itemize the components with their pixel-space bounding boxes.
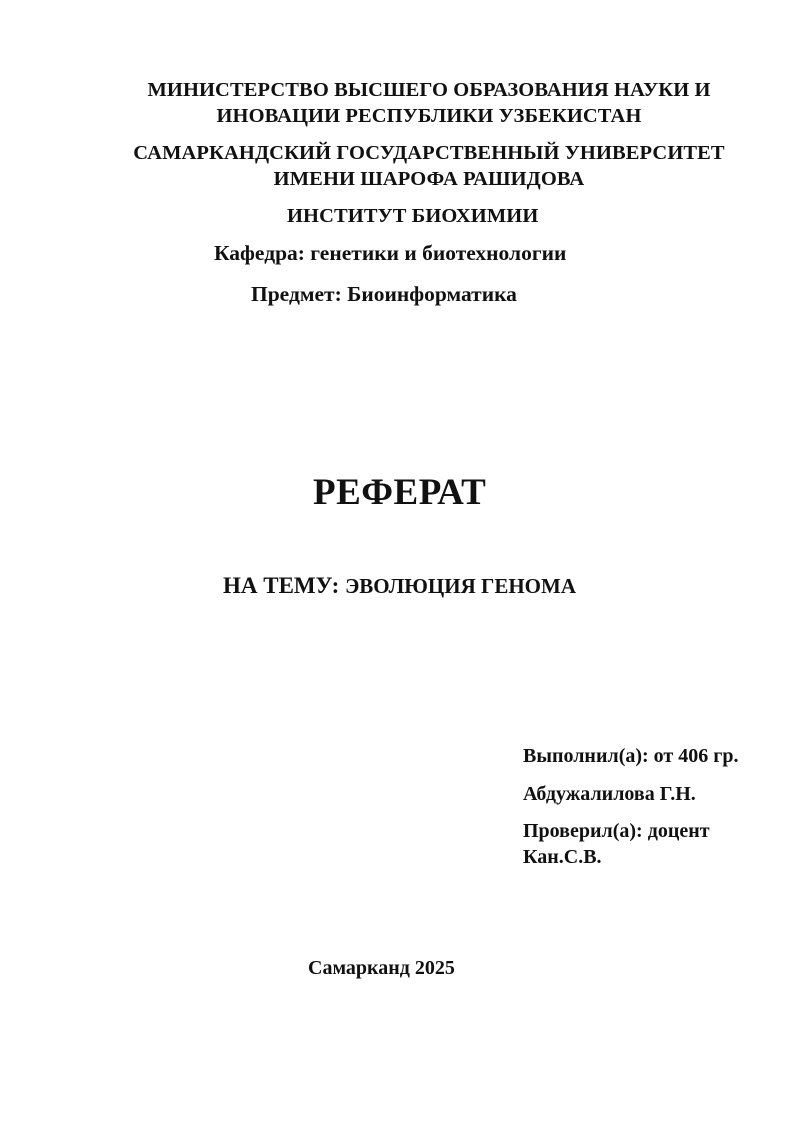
topic-name: ЭВОЛЮЦИЯ ГЕНОМА [345,574,577,598]
ministry-line-1: МИНИСТЕРСТВО ВЫСШЕГО ОБРАЗОВАНИЯ НАУКИ И [147,79,711,101]
subject-name: Предмет: Биоинформатика [251,282,517,306]
department-name: Кафедра: генетики и биотехнологии [214,241,567,265]
city-year: Самарканд 2025 [308,957,455,979]
performed-by: Выполнил(а): от 406 гр. [523,745,739,767]
teacher-name: Кан.С.В. [523,846,602,868]
university-line-1: САМАРКАНДСКИЙ ГОСУДАРСТВЕННЫЙ УНИВЕРСИТЕТ [133,142,725,164]
institute-name: ИНСТИТУТ БИОХИМИИ [287,205,539,227]
ministry-line-2: ИНОВАЦИИ РЕСПУБЛИКИ УЗБЕКИСТАН [216,105,642,127]
university-line-2: ИМЕНИ ШАРОФА РАШИДОВА [273,168,585,190]
document-title: РЕФЕРАТ [313,472,487,513]
checked-by: Проверил(а): доцент [523,820,710,842]
topic-prefix: НА ТЕМУ: [223,573,340,598]
student-name: Абдужалилова Г.Н. [523,783,696,805]
topic-line [223,574,576,597]
